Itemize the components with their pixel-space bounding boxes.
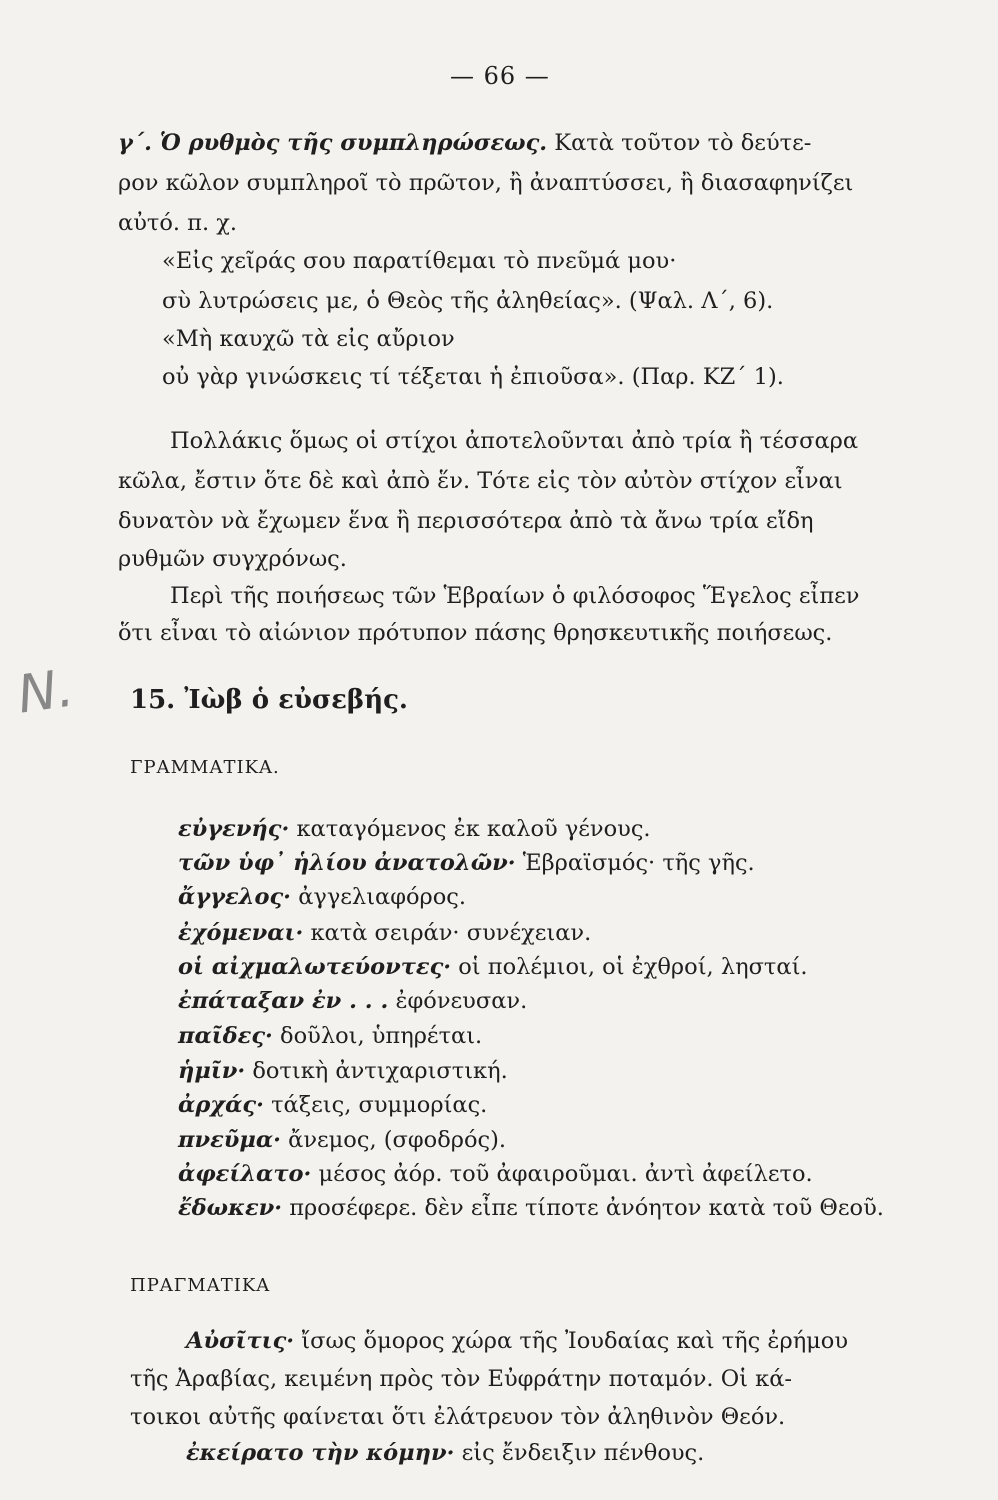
gloss-entry xyxy=(178,956,808,979)
gloss-definition: προσέφερε. δὲν εἶπε τίποτε ἀνόητον κατὰ τοῦ Θεοῦ. xyxy=(289,1195,884,1221)
gloss-definition: κατὰ σειράν· συνέχειαν. xyxy=(310,920,592,946)
intro-line-3: αὐτό. π. χ. xyxy=(118,210,238,236)
gloss-definition: δοῦλοι, ὑπηρέται. xyxy=(280,1023,483,1049)
quote-line: οὐ γὰρ γινώσκεις τί τέξεται ἡ ἐπιοῦσα». (Παρ. ΚΖ΄ 1). xyxy=(162,364,784,390)
rhythm-label: γ΄. Ὁ ρυθμὸς τῆς συμπληρώσεως. xyxy=(118,130,548,156)
paragraph-line: Πολλάκις ὅμως οἱ στίχοι ἀποτελοῦνται ἀπὸ τρία ἢ τέσσαρα xyxy=(170,428,859,454)
realia-term: ἐκείρατο τὴν κόμην· xyxy=(186,1440,455,1466)
gloss-term: ἀφείλατο· xyxy=(178,1161,312,1187)
gloss-term: οἱ αἰχμαλωτεύοντες· xyxy=(178,954,452,980)
gloss-definition: οἱ πολέμιοι, οἱ ἐχθροί, λησταί. xyxy=(458,954,808,980)
gloss-term: ἀρχάς· xyxy=(178,1092,264,1118)
paragraph-line: ὅτι εἶναι τὸ αἰώνιον πρότυπον πάσης θρησκευτικῆς ποιήσεως. xyxy=(118,620,833,646)
gloss-definition: μέσος ἀόρ. τοῦ ἀφαιροῦμαι. ἀντὶ ἀφείλετο. xyxy=(318,1161,813,1187)
gloss-entry xyxy=(178,818,651,841)
gloss-term: πνεῦμα· xyxy=(178,1127,281,1153)
page-number: — 66 — xyxy=(450,62,550,90)
gloss-entry xyxy=(178,1025,482,1048)
gloss-term: παῖδες· xyxy=(178,1023,273,1049)
realia-entry-line xyxy=(186,1330,848,1353)
gloss-entry xyxy=(178,1094,487,1117)
gloss-term: ἄγγελος· xyxy=(178,884,292,910)
gloss-definition: δοτικὴ ἀντιχαριστική. xyxy=(252,1058,508,1084)
paragraph-line: δυνατὸν νὰ ἔχωμεν ἕνα ἢ περισσότερα ἀπὸ τὰ ἄνω τρία εἴδη xyxy=(118,508,814,534)
gloss-term: ἐχόμεναι· xyxy=(178,920,304,946)
quote-line: σὺ λυτρώσεις με, ὁ Θεὸς τῆς ἀληθείας». (Ψαλ. Λ΄, 6). xyxy=(162,288,774,314)
realia-definition: ἴσως ὅμορος χώρα τῆς Ἰουδαίας καὶ τῆς ἐρήμου xyxy=(301,1328,849,1354)
gloss-term: ἔδωκεν· xyxy=(178,1195,283,1221)
gloss-definition: ἐφόνευσαν. xyxy=(395,988,528,1014)
gloss-definition: ἄνεμος, (σφοδρός). xyxy=(288,1127,507,1153)
intro-line-1 xyxy=(118,132,811,155)
intro-line-2: ρον κῶλον συμπληροῖ τὸ πρῶτον, ἢ ἀναπτύσσει, ἢ διασαφηνίζει xyxy=(118,170,854,196)
paragraph-line: ρυθμῶν συγχρόνως. xyxy=(118,546,347,572)
handwritten-margin-mark: N. xyxy=(14,658,78,726)
gloss-entry xyxy=(178,1129,506,1152)
gloss-term: ἐπάταξαν ἐν . . . xyxy=(178,988,389,1014)
gloss-term: ἡμῖν· xyxy=(178,1058,246,1084)
section-title-grammatika: ΓΡΑΜΜΑΤΙΚΑ. xyxy=(130,757,280,778)
paragraph-line: Περὶ τῆς ποιήσεως τῶν Ἑβραίων ὁ φιλόσοφος Ἕγελος εἶπεν xyxy=(170,583,860,609)
quote-line: «Εἰς χεῖράς σου παρατίθεμαι τὸ πνεῦμά μου· xyxy=(162,248,677,274)
chapter-heading: 15. Ἰὼβ ὁ εὐσεβής. xyxy=(130,685,408,715)
gloss-entry xyxy=(178,1197,884,1220)
gloss-entry xyxy=(178,1060,508,1083)
paragraph-line: κῶλα, ἔστιν ὅτε δὲ καὶ ἀπὸ ἕν. Τότε εἰς τὸν αὐτὸν στίχον εἶναι xyxy=(118,468,843,494)
gloss-term: τῶν ὑφ᾽ ἡλίου ἀνατολῶν· xyxy=(178,850,516,876)
gloss-definition: ἀγγελιαφόρος. xyxy=(298,884,467,910)
section-title-pragmatika: ΠΡΑΓΜΑΤΙΚΑ xyxy=(130,1275,271,1296)
realia-entry-line: τῆς Ἀραβίας, κειμένη πρὸς τὸν Εὐφράτην ποταμόν. Οἱ κά- xyxy=(130,1366,792,1392)
realia-entry-line: τοικοι αὐτῆς φαίνεται ὅτι ἐλάτρευον τὸν ἀληθινὸν Θεόν. xyxy=(130,1404,786,1430)
gloss-term: εὐγενής· xyxy=(178,816,290,842)
realia-term: Αὐσῖτις· xyxy=(186,1328,295,1354)
realia-entry-line xyxy=(186,1442,704,1465)
gloss-definition: Ἑβραϊσμός· τῆς γῆς. xyxy=(522,850,755,876)
realia-definition: εἰς ἔνδειξιν πένθους. xyxy=(461,1440,705,1466)
quote-line: «Μὴ καυχῶ τὰ εἰς αὔριον xyxy=(162,326,455,352)
intro-line-1-rest: Κατὰ τοῦτον τὸ δεύτε- xyxy=(554,130,812,156)
gloss-definition: καταγόμενος ἐκ καλοῦ γένους. xyxy=(296,816,651,842)
gloss-definition: τάξεις, συμμορίας. xyxy=(271,1092,488,1118)
gloss-entry xyxy=(178,922,591,945)
gloss-entry xyxy=(178,1163,813,1186)
gloss-entry xyxy=(178,886,466,909)
gloss-entry xyxy=(178,990,527,1013)
gloss-entry xyxy=(178,852,755,875)
